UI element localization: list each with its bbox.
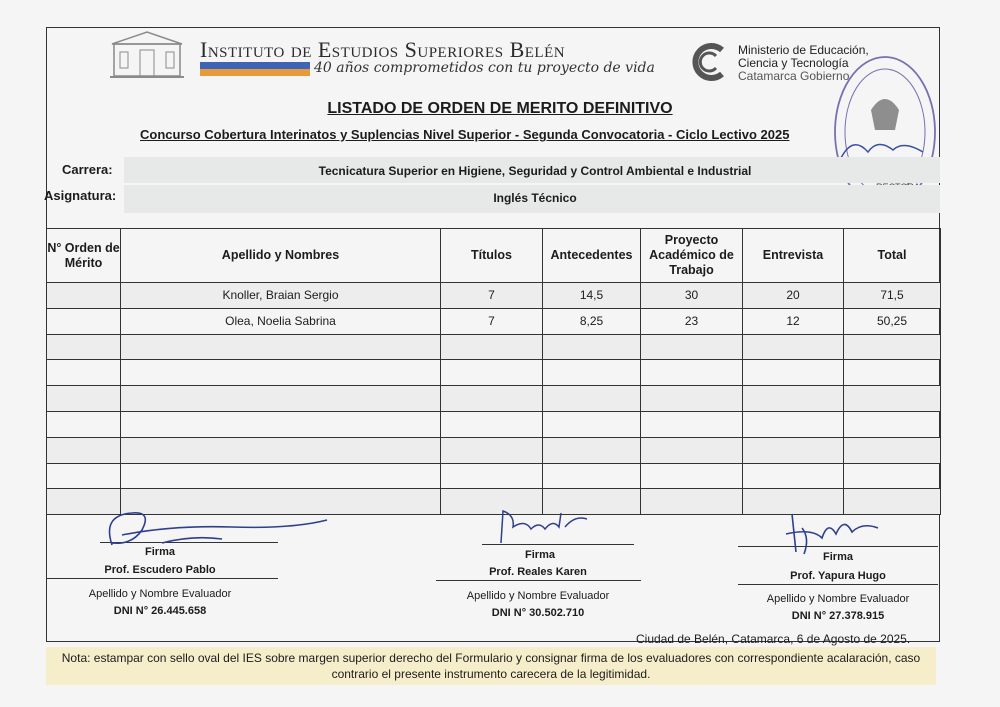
- table-cell: [641, 437, 743, 463]
- header-total: Total: [844, 229, 941, 283]
- carrera-value: Tecnicatura Superior en Higiene, Seguridad y Control Ambiental e Industrial: [318, 164, 752, 178]
- table-cell: [121, 386, 441, 412]
- institution-building-logo: [108, 30, 186, 80]
- table-cell: [121, 463, 441, 489]
- table-cell: [844, 411, 941, 437]
- table-cell: Knoller, Braian Sergio: [121, 283, 441, 309]
- asignatura-label: Asignatura:: [44, 188, 117, 203]
- institution-name: Instituto de Estudios Superiores Belén: [200, 37, 566, 62]
- institution-color-bar: [200, 62, 310, 76]
- table-cell: [47, 437, 121, 463]
- evaluator-2-firma-label: Firma: [525, 549, 555, 561]
- table-cell: [641, 386, 743, 412]
- institution-tagline: 40 años comprometidos con tu proyecto de vida: [314, 60, 655, 76]
- table-cell: 7: [441, 283, 543, 309]
- table-cell: 20: [743, 283, 844, 309]
- table-row: [47, 308, 941, 334]
- evaluator-3-name: Prof. Yapura Hugo: [790, 570, 886, 582]
- table-cell: [543, 386, 641, 412]
- table-cell: 30: [641, 283, 743, 309]
- header-orden: N° Orden de Mérito: [47, 229, 121, 283]
- evaluator-1-firma-label: Firma: [145, 546, 175, 558]
- header-titulos: Títulos: [441, 229, 543, 283]
- table-cell: [844, 386, 941, 412]
- table-cell: [743, 360, 844, 386]
- table-cell: 12: [743, 308, 844, 334]
- ministry-logo-icon: [690, 42, 730, 82]
- table-cell: [641, 411, 743, 437]
- table-cell: [641, 360, 743, 386]
- table-row: [47, 386, 941, 412]
- table-cell: [543, 437, 641, 463]
- document-title: LISTADO DE ORDEN DE MERITO DEFINITIVO: [327, 100, 673, 117]
- table-cell: [121, 437, 441, 463]
- signature-name-line-2: [436, 580, 641, 581]
- table-cell: [121, 334, 441, 360]
- signature-reales: [495, 505, 595, 545]
- table-cell: [543, 334, 641, 360]
- table-cell: [441, 437, 543, 463]
- table-cell: [844, 437, 941, 463]
- evaluator-3-firma-label: Firma: [823, 551, 853, 563]
- table-cell: [441, 463, 543, 489]
- table-cell: [743, 411, 844, 437]
- table-cell: 8,25: [543, 308, 641, 334]
- table-cell: [47, 411, 121, 437]
- signature-name-line-1: [46, 578, 278, 579]
- table-cell: [641, 334, 743, 360]
- signature-name-line-3: [738, 584, 938, 585]
- evaluator-3-dni: DNI N° 27.378.915: [791, 610, 885, 622]
- evaluator-1-dni: DNI N° 26.445.658: [113, 605, 207, 617]
- table-cell: [743, 386, 844, 412]
- table-row: [47, 463, 941, 489]
- table-cell: [743, 463, 844, 489]
- table-cell: [543, 411, 641, 437]
- table-cell: [743, 334, 844, 360]
- evaluator-2-dni: DNI N° 30.502.710: [491, 607, 585, 619]
- table-cell: [543, 360, 641, 386]
- table-cell: [743, 437, 844, 463]
- document-subtitle: Concurso Cobertura Interinatos y Suplencias Nivel Superior - Segunda Convocatoria - Ciclo Lectivo 2025: [140, 127, 790, 142]
- table-row: [47, 360, 941, 386]
- table-cell: [47, 334, 121, 360]
- evaluator-2-caption: Apellido y Nombre Evaluador: [466, 590, 610, 602]
- table-cell: [121, 411, 441, 437]
- table-cell: [844, 360, 941, 386]
- evaluator-3-caption: Apellido y Nombre Evaluador: [766, 593, 910, 605]
- carrera-label: Carrera:: [62, 162, 113, 177]
- header-antecedentes: Antecedentes: [543, 229, 641, 283]
- table-cell: [543, 463, 641, 489]
- table-cell: Olea, Noelia Sabrina: [121, 308, 441, 334]
- evaluator-1-name: Prof. Escudero Pablo: [104, 564, 216, 576]
- table-cell: [441, 334, 543, 360]
- ministry-name: Ministerio de Educación, Ciencia y Tecnología Catamarca Gobierno: [738, 43, 869, 83]
- table-cell: [47, 386, 121, 412]
- table-cell: [441, 360, 543, 386]
- table-cell: [121, 360, 441, 386]
- table-header-row: [47, 229, 941, 283]
- header-apellido: Apellido y Nombres: [121, 229, 441, 283]
- table-cell: 50,25: [844, 308, 941, 334]
- table-cell: [47, 308, 121, 334]
- merit-table: [46, 228, 941, 515]
- table-cell: [47, 360, 121, 386]
- table-cell: [641, 463, 743, 489]
- asignatura-value: Inglés Técnico: [493, 191, 577, 205]
- table-cell: 7: [441, 308, 543, 334]
- header-proyecto: Proyecto Académico de Trabajo: [641, 229, 743, 283]
- header-entrevista: Entrevista: [743, 229, 844, 283]
- table-row: [47, 334, 941, 360]
- signature-escudero: [92, 505, 332, 555]
- table-row: [47, 283, 941, 309]
- table-cell: [844, 334, 941, 360]
- table-row: [47, 437, 941, 463]
- table-cell: 71,5: [844, 283, 941, 309]
- table-cell: [441, 411, 543, 437]
- evaluator-2-name: Prof. Reales Karen: [489, 566, 587, 578]
- table-cell: [47, 283, 121, 309]
- table-row: [47, 411, 941, 437]
- table-cell: [844, 463, 941, 489]
- place-and-date: Ciudad de Belén, Catamarca, 6 de Agosto de 2025.: [636, 632, 911, 646]
- table-cell: 23: [641, 308, 743, 334]
- table-cell: [441, 386, 543, 412]
- legal-note: Nota: estampar con sello oval del IES sobre margen superior derecho del Formulario y consignar firma de los evaluadores con correspondiente acalaración, caso contrario el presente instrumento carecera de la legitimidad.: [46, 647, 936, 685]
- table-cell: 14,5: [543, 283, 641, 309]
- table-cell: [641, 489, 743, 515]
- evaluator-1-caption: Apellido y Nombre Evaluador: [88, 588, 232, 600]
- table-cell: [47, 463, 121, 489]
